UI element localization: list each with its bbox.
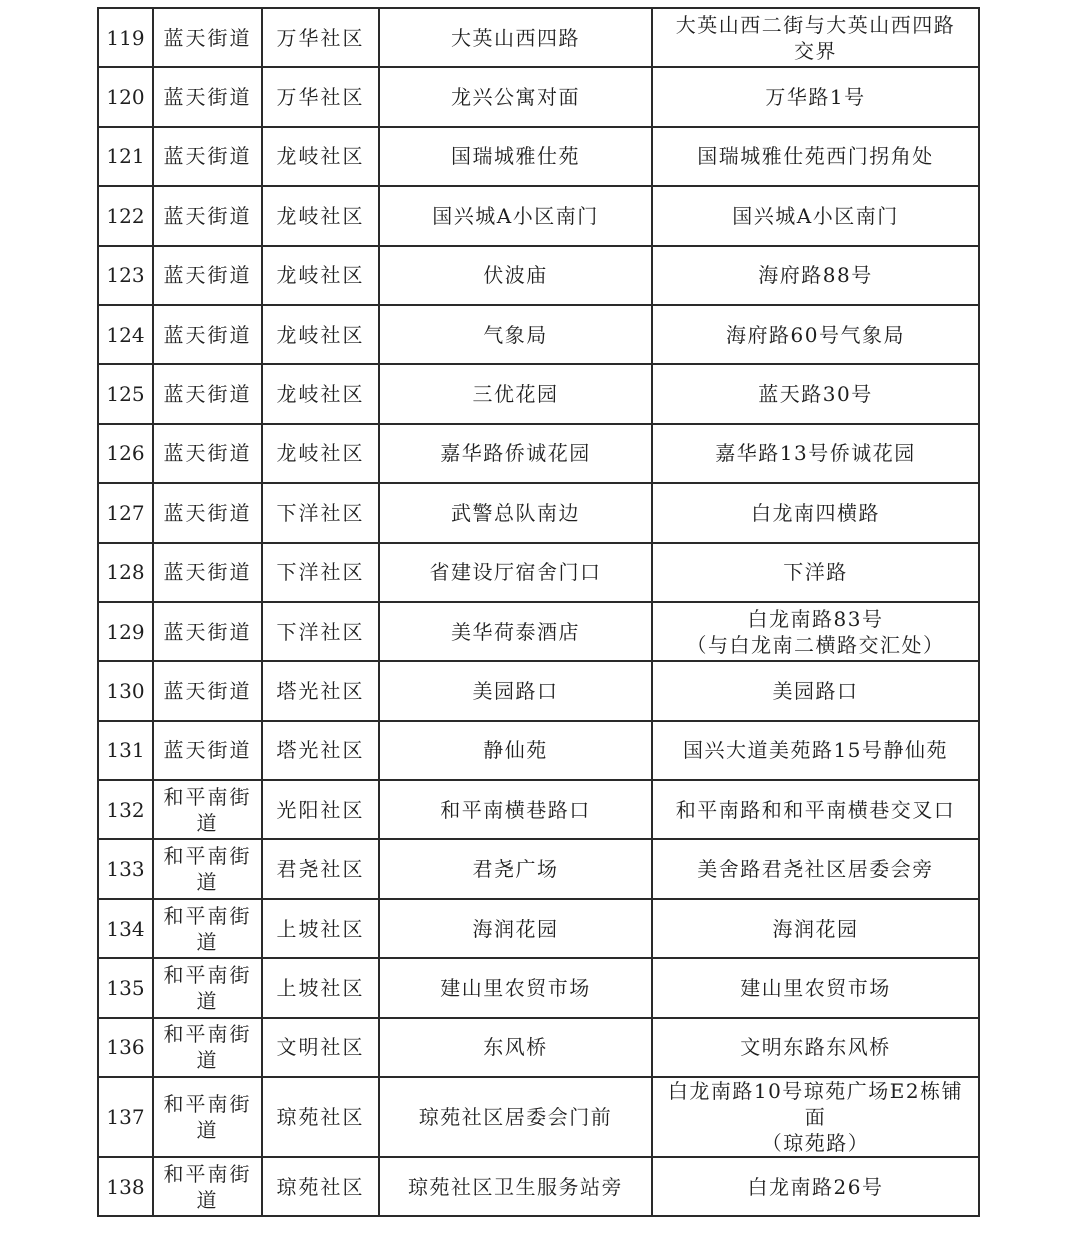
site-address [652, 1077, 979, 1157]
site-address [652, 246, 979, 305]
table-body [98, 8, 979, 1216]
street-name: 蓝天街道 [153, 67, 262, 126]
table-row [98, 127, 979, 186]
site-name: 龙兴公寓对面 [379, 67, 652, 126]
address-line: 白龙南路26号 [747, 1174, 884, 1199]
community-name: 琼苑社区 [262, 1077, 379, 1157]
site-address [652, 364, 979, 423]
site-address [652, 8, 979, 67]
row-number: 124 [98, 305, 153, 364]
community-name: 上坡社区 [262, 958, 379, 1017]
street-name: 和平南街道 [153, 839, 262, 898]
table-row [98, 364, 979, 423]
table-row [98, 1157, 979, 1216]
site-address [652, 958, 979, 1017]
site-address [652, 602, 979, 661]
address-line: 万华路1号 [765, 85, 866, 110]
row-number: 125 [98, 364, 153, 423]
table-row [98, 543, 979, 602]
address-line: 白龙南路83号 [747, 606, 884, 631]
table-row [98, 780, 979, 839]
address-line: 海府路60号气象局 [726, 322, 905, 347]
street-name: 和平南街道 [153, 899, 262, 958]
street-name: 和平南街道 [153, 780, 262, 839]
site-name: 琼苑社区卫生服务站旁 [379, 1157, 652, 1216]
site-name: 和平南横巷路口 [379, 780, 652, 839]
site-address [652, 127, 979, 186]
community-name: 下洋社区 [262, 602, 379, 661]
site-address [652, 543, 979, 602]
community-name: 下洋社区 [262, 543, 379, 602]
site-address [652, 839, 979, 898]
address-line: 建山里农贸市场 [740, 975, 891, 1000]
street-name: 蓝天街道 [153, 305, 262, 364]
street-name: 蓝天街道 [153, 8, 262, 67]
site-name: 君尧广场 [379, 839, 652, 898]
address-line: 海润花园 [772, 916, 859, 941]
address-line: 和平南路和和平南横巷交叉口 [675, 797, 956, 822]
site-address [652, 1018, 979, 1077]
site-address [652, 186, 979, 245]
row-number: 122 [98, 186, 153, 245]
row-number: 133 [98, 839, 153, 898]
row-number: 128 [98, 543, 153, 602]
row-number: 132 [98, 780, 153, 839]
site-address [652, 67, 979, 126]
community-name: 龙岐社区 [262, 246, 379, 305]
table-row [98, 186, 979, 245]
site-name: 气象局 [379, 305, 652, 364]
site-name: 大英山西四路 [379, 8, 652, 67]
site-name: 省建设厅宿舍门口 [379, 543, 652, 602]
table-row [98, 958, 979, 1017]
site-name: 三优花园 [379, 364, 652, 423]
site-name: 静仙苑 [379, 721, 652, 780]
table-row [98, 1077, 979, 1157]
table-row [98, 246, 979, 305]
address-line: 国瑞城雅仕苑西门拐角处 [697, 144, 934, 169]
table-row [98, 839, 979, 898]
community-name: 上坡社区 [262, 899, 379, 958]
row-number: 126 [98, 424, 153, 483]
community-name: 龙岐社区 [262, 364, 379, 423]
community-name: 下洋社区 [262, 483, 379, 542]
row-number: 134 [98, 899, 153, 958]
site-name: 东风桥 [379, 1018, 652, 1077]
address-line: （与白龙南二横路交汇处） [686, 632, 945, 657]
row-number: 130 [98, 661, 153, 720]
site-name: 国瑞城雅仕苑 [379, 127, 652, 186]
row-number: 135 [98, 958, 153, 1017]
address-line: 大英山西二街与大英山西四路 [675, 12, 956, 37]
street-name: 蓝天街道 [153, 364, 262, 423]
row-number: 136 [98, 1018, 153, 1077]
table-row [98, 8, 979, 67]
table-row [98, 483, 979, 542]
site-address [652, 661, 979, 720]
street-name: 和平南街道 [153, 1157, 262, 1216]
address-line: （琼苑路） [761, 1131, 870, 1156]
site-name: 琼苑社区居委会门前 [379, 1077, 652, 1157]
table-row [98, 602, 979, 661]
site-name: 国兴城A小区南门 [379, 186, 652, 245]
site-address [652, 899, 979, 958]
community-name: 君尧社区 [262, 839, 379, 898]
address-line: 嘉华路13号侨诚花园 [715, 441, 916, 466]
address-line: 文明东路东风桥 [740, 1035, 891, 1060]
row-number: 138 [98, 1157, 153, 1216]
community-name: 龙岐社区 [262, 186, 379, 245]
address-line: 蓝天路30号 [758, 382, 873, 407]
community-name: 龙岐社区 [262, 424, 379, 483]
site-name: 武警总队南边 [379, 483, 652, 542]
address-line: 国兴城A小区南门 [732, 203, 899, 228]
collection-sites-table [97, 7, 980, 1217]
table-row [98, 721, 979, 780]
community-name: 龙岐社区 [262, 305, 379, 364]
address-line: 美园路口 [772, 678, 859, 703]
site-name: 伏波庙 [379, 246, 652, 305]
address-line: 国兴大道美苑路15号静仙苑 [683, 738, 948, 763]
site-address [652, 483, 979, 542]
community-name: 琼苑社区 [262, 1157, 379, 1216]
community-name: 文明社区 [262, 1018, 379, 1077]
community-name: 万华社区 [262, 8, 379, 67]
street-name: 蓝天街道 [153, 543, 262, 602]
table-row [98, 305, 979, 364]
table-row [98, 1018, 979, 1077]
table-row [98, 661, 979, 720]
row-number: 119 [98, 8, 153, 67]
street-name: 蓝天街道 [153, 721, 262, 780]
site-address [652, 424, 979, 483]
site-name: 建山里农贸市场 [379, 958, 652, 1017]
table-row [98, 67, 979, 126]
street-name: 蓝天街道 [153, 424, 262, 483]
community-name: 龙岐社区 [262, 127, 379, 186]
site-address [652, 721, 979, 780]
street-name: 和平南街道 [153, 1077, 262, 1157]
street-name: 蓝天街道 [153, 602, 262, 661]
address-line: 下洋路 [783, 560, 848, 585]
street-name: 和平南街道 [153, 1018, 262, 1077]
site-address [652, 780, 979, 839]
street-name: 蓝天街道 [153, 186, 262, 245]
community-name: 塔光社区 [262, 721, 379, 780]
street-name: 蓝天街道 [153, 483, 262, 542]
community-name: 塔光社区 [262, 661, 379, 720]
site-name: 美园路口 [379, 661, 652, 720]
row-number: 131 [98, 721, 153, 780]
site-address [652, 305, 979, 364]
site-name: 美华荷泰酒店 [379, 602, 652, 661]
address-line: 白龙南路10号琼苑广场E2栋铺面 [667, 1079, 964, 1130]
row-number: 121 [98, 127, 153, 186]
site-name: 嘉华路侨诚花园 [379, 424, 652, 483]
row-number: 120 [98, 67, 153, 126]
site-address [652, 1157, 979, 1216]
community-name: 光阳社区 [262, 780, 379, 839]
address-line: 白龙南四横路 [751, 500, 880, 525]
community-name: 万华社区 [262, 67, 379, 126]
row-number: 137 [98, 1077, 153, 1157]
street-name: 蓝天街道 [153, 661, 262, 720]
site-name: 海润花园 [379, 899, 652, 958]
street-name: 蓝天街道 [153, 127, 262, 186]
address-line: 海府路88号 [758, 263, 873, 288]
address-line: 交界 [794, 38, 837, 63]
row-number: 123 [98, 246, 153, 305]
address-line: 美舍路君尧社区居委会旁 [697, 857, 934, 882]
row-number: 127 [98, 483, 153, 542]
street-name: 和平南街道 [153, 958, 262, 1017]
row-number: 129 [98, 602, 153, 661]
table-row [98, 899, 979, 958]
table-row [98, 424, 979, 483]
street-name: 蓝天街道 [153, 246, 262, 305]
